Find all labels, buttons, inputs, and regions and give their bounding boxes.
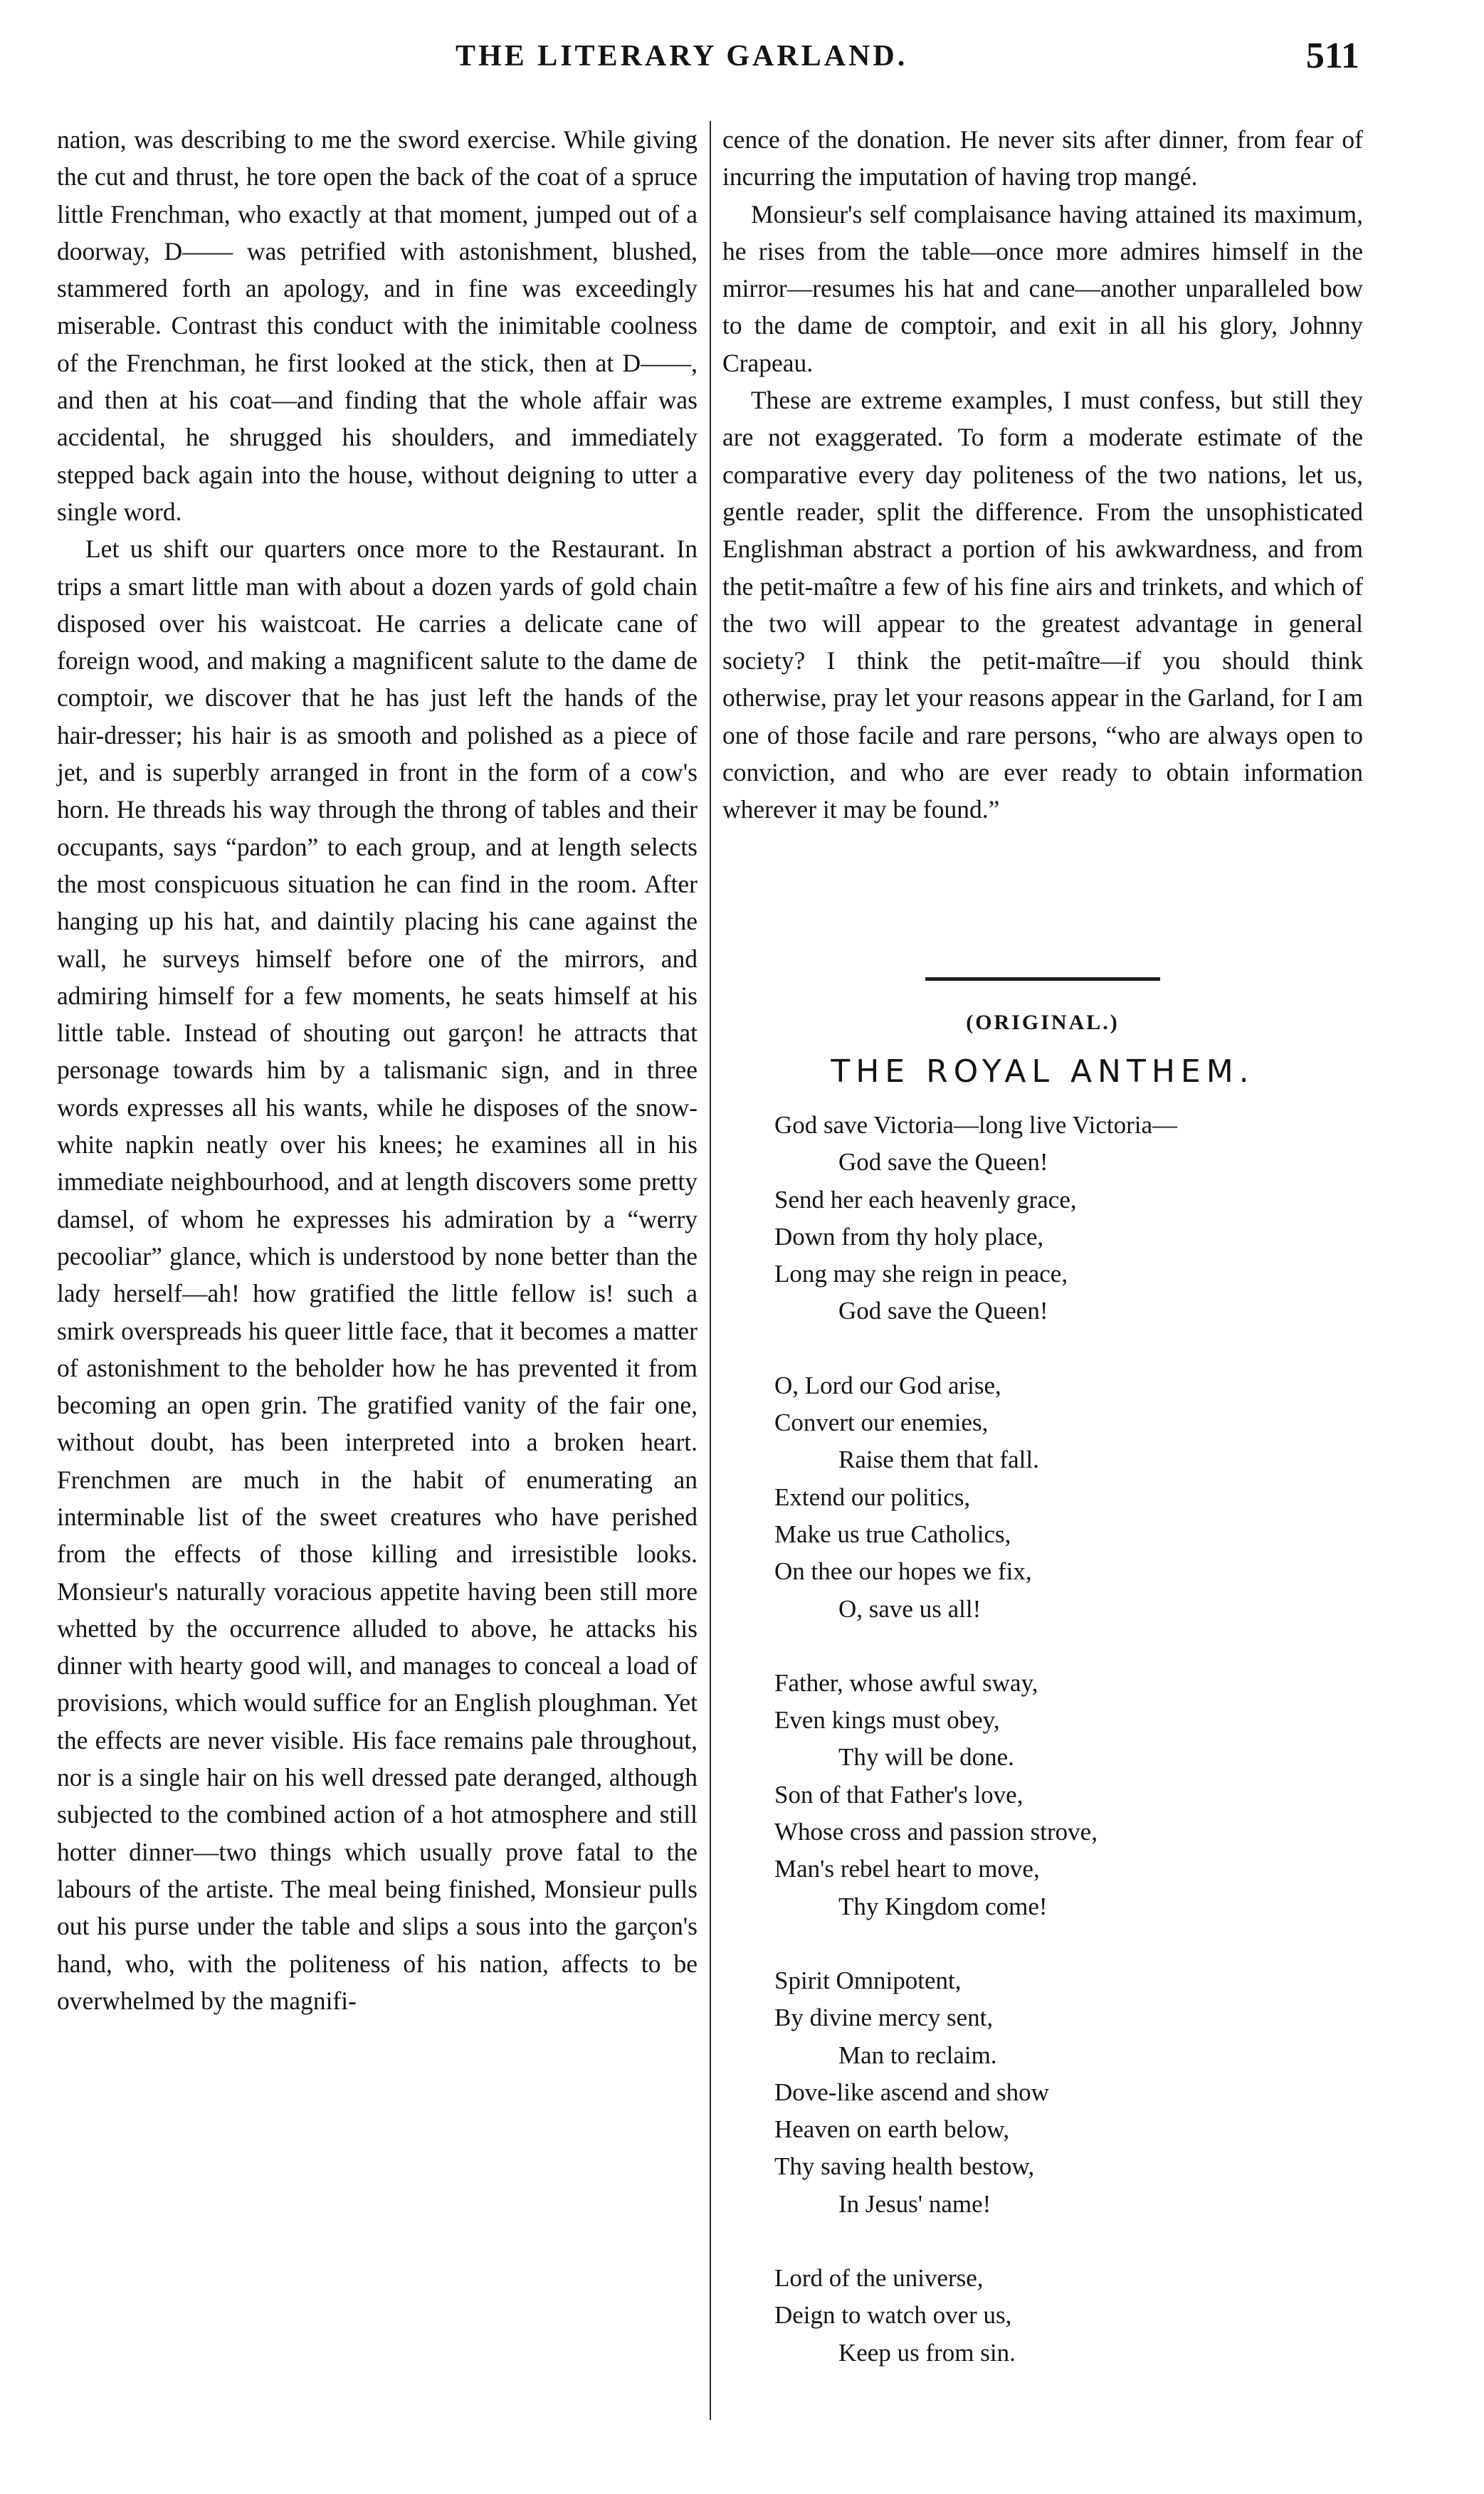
poem-line: Man's rebel heart to move, (774, 1855, 1040, 1883)
poem-line: Thy will be done. (838, 1743, 1014, 1772)
paragraph: Monsieur's self complaisance having attained its maximum, he rises from the table—once more admires himself in the mirror—resumes his hat and cane—another unparalleled bow to the dame de comptoir, and exit in all his glory, Johnny Crapeau. (722, 199, 1363, 377)
poem-stanza (774, 1665, 1358, 1925)
poem-line: By divine mercy sent, (774, 2004, 994, 2032)
poem-line: God save the Queen! (838, 1148, 1048, 1177)
running-title: THE LITERARY GARLAND. (456, 40, 908, 73)
poem-line: Thy Kingdom come! (838, 1892, 1048, 1920)
poem-stanza (774, 1962, 1358, 2223)
poem-stanza (774, 1107, 1358, 1330)
poem-line: Heaven on earth below, (774, 2115, 1010, 2144)
poem-line: Long may she reign in peace, (774, 1260, 1068, 1288)
poem-line: Send her each heavenly grace, (774, 1185, 1077, 1214)
poem-line: O, Lord our God arise, (774, 1371, 1001, 1399)
page-header (57, 36, 1359, 89)
column-divider (710, 121, 711, 2420)
poem-line: Whose cross and passion strove, (774, 1818, 1098, 1846)
right-column (722, 121, 1363, 828)
paragraph: nation, was describing to me the sword exercise. While giving the cut and thrust, he tore open the back of the coat of a spruce little Frenchman, who exactly at that moment, jumped out of a doorway, D—— was petrified with astonishment, blushed, stammered forth an apology, and in fine was exceedingly miserable. Contrast this conduct with the inimitable coolness of the Frenchman, he first looked at the stick, then at D——, and then at his coat—and finding that the whole affair was accidental, he shrugged his shoulders, and immediately stepped back again into the house, without deigning to utter a single word. (57, 125, 698, 526)
poem-line: Man to reclaim. (838, 2041, 997, 2069)
poem-line: Dove-like ascend and show (774, 2078, 1049, 2106)
poem-title: THE ROYAL ANTHEM. (831, 1053, 1255, 1090)
poem-stanza (774, 1367, 1358, 1628)
poem-line: Extend our politics, (774, 1483, 971, 1511)
poem-line: Son of that Father's love, (774, 1780, 1023, 1809)
section-divider (925, 977, 1160, 981)
poem-stanza (774, 2260, 1358, 2372)
poem-line: Make us true Catholics, (774, 1520, 1011, 1548)
paragraph: These are extreme examples, I must confess, but still they are not exaggerated. To form a moderate estimate of the comparative every day politeness of the two nations, let us, gentle reader, split the difference. From the unsophisticated Englishman abstract a portion of his awkwardness, and from the petit-maître a few of his fine airs and trinkets, and which of the two will appear to the greatest advantage in general society? I think the petit-maître—if you should think otherwise, pray let your reasons appear in the Garland, for I am one of those facile and rare persons, “who are always open to conviction, and who are ever ready to obtain information wherever it may be found.” (722, 386, 1363, 824)
poem-line: On thee our hopes we fix, (774, 1557, 1032, 1586)
poem-line: Thy saving health bestow, (774, 2152, 1035, 2181)
page-number: 511 (1305, 36, 1359, 76)
poem-line: Keep us from sin. (838, 2338, 1016, 2367)
poem-line: In Jesus' name! (838, 2189, 991, 2218)
paragraph: Let us shift our quarters once more to the Restaurant. In trips a smart little man with about a dozen yards of gold chain disposed over his waistcoat. He carries a delicate cane of foreign wood, and making a magnificent salute to the dame de comptoir, we discover that he has just left the hands of the hair-dresser; his hair is as smooth and polished as a piece of jet, and is superbly arranged in front in the form of a cow's horn. He threads his way through the throng of tables and their occupants, says “pardon” to each group, and at length selects the most conspicuous situation he can find in the room. After hanging up his hat, and daintily placing his cane against the wall, he surveys himself before one of the mirrors, and admiring himself for a few moments, he seats himself at his little table. Instead of shouting out garçon! he attracts that personage towards him by a talismanic sign, and in three words expresses all his wants, while he disposes of the snow-white napkin neatly over his knees; he examines all in his immediate neighbourhood, and at length discovers some pretty damsel, of whom he expresses his admiration by a “werry pecooliar” glance, which is understood by none better than the lady herself—ah! how gratified the little fellow is! such a smirk overspreads his queer little face, that it becomes a matter of astonishment to the beholder how he has prevented it from becoming an open grin. The gratified vanity of the fair one, without doubt, has been interpreted into a broken heart. Frenchmen are much in the habit of enumerating an interminable list of the sweet creatures who have perished from the effects of those killing and irresistible looks. Monsieur's naturally voracious appetite having been still more whetted by the occurrence alluded to above, he attacks his dinner with hearty good will, and manages to conceal a load of provisions, which would suffice for an English ploughman. Yet the effects are never visible. His face remains pale throughout, nor is a single hair on his well dressed pate deranged, although subjected to the combined action of a hot atmosphere and still hotter dinner—two things which usually prove fatal to the labours of the artiste. The meal being finished, Monsieur pulls out his purse under the table and slips a sous into the garçon's hand, who, with the politeness of his nation, affects to be overwhelmed by the magnifi- (57, 535, 698, 2015)
poem-label: (ORIGINAL.) (966, 1011, 1120, 1034)
left-column (57, 121, 698, 2019)
poem-line: Even kings must obey, (774, 1706, 1000, 1735)
poem-line: Deign to watch over us, (774, 2301, 1012, 2330)
poem-line: Convert our enemies, (774, 1409, 989, 1437)
paragraph: cence of the donation. He never sits after dinner, from fear of incurring the imputation of having trop mangé. (722, 125, 1363, 191)
poem-body (774, 1107, 1358, 2409)
poem-line: Father, whose awful sway, (774, 1668, 1038, 1697)
poem-line: Spirit Omnipotent, (774, 1966, 962, 1994)
poem-line: God save Victoria—long live Victoria— (774, 1111, 1178, 1139)
poem-line: Down from thy holy place, (774, 1222, 1044, 1251)
poem-line: O, save us all! (838, 1594, 982, 1623)
poem-line: Lord of the universe, (774, 2264, 984, 2293)
poem-line: God save the Queen! (838, 1297, 1048, 1325)
poem-line: Raise them that fall. (838, 1446, 1039, 1474)
